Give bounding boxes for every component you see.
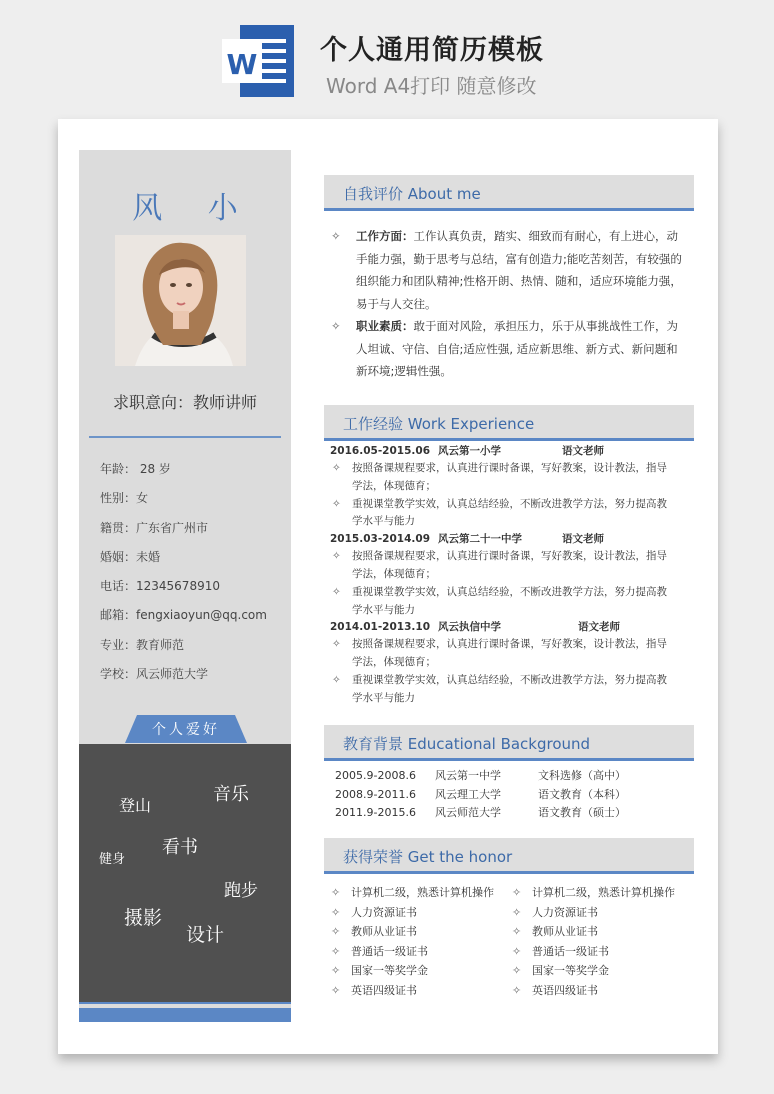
job-role: 语文老师	[562, 533, 604, 546]
job-bullet-line: 学法，体现德育；	[352, 656, 436, 669]
job-entry	[330, 619, 690, 707]
diamond-bullet-icon: ✧	[332, 585, 341, 598]
sidebar-bottom-bar	[79, 1008, 291, 1022]
about-item-label: 工作方面：	[356, 229, 414, 243]
job-head	[330, 619, 690, 636]
job-bullet-line: 按照备课规程要求，认真进行课时备课，写好教案，设计教法，指导	[352, 550, 667, 563]
profile-photo	[115, 235, 246, 366]
diamond-bullet-icon: ✧	[331, 229, 341, 243]
honor-item-text: 人力资源证书	[532, 905, 598, 919]
diamond-bullet-icon: ✧	[512, 925, 522, 938]
info-school: 学校：风云师范大学	[100, 667, 209, 682]
edu-period: 2005.9-2008.6	[335, 769, 416, 782]
honor-header	[324, 838, 694, 874]
diamond-bullet-icon: ✧	[332, 462, 341, 474]
job-bullet-line: 学水平与能力	[352, 691, 415, 704]
honor-item	[329, 903, 494, 923]
hobby-fitness: 健身	[99, 852, 126, 867]
sidebar-bottom-line	[79, 1002, 291, 1004]
job-period: 2016.05-2015.06	[330, 445, 431, 457]
diamond-bullet-icon: ✧	[331, 886, 341, 899]
diamond-bullet-icon: ✧	[512, 886, 522, 899]
hobby-design: 设计	[186, 924, 225, 946]
job-bullet	[330, 584, 690, 620]
about-item-line: 手能力强，勤于思考与总结，富有创造力;能吃苦刻苦，有较强的	[356, 251, 682, 266]
hobby-running: 跑步	[224, 881, 258, 901]
job-period: 2014.01-2013.10	[330, 621, 431, 634]
education-header	[324, 725, 694, 761]
edu-school: 风云理工大学	[435, 787, 501, 801]
job-bullet-line: 学法，体现德育；	[352, 479, 436, 492]
job-school: 风云第二十一中学	[438, 533, 522, 546]
honor-item	[510, 981, 675, 1001]
diamond-bullet-icon: ✧	[512, 983, 522, 997]
honor-item-text: 教师从业证书	[532, 925, 598, 938]
diamond-bullet-icon: ✧	[331, 905, 341, 919]
honor-item	[329, 961, 494, 981]
hobby-photography: 摄影	[124, 907, 163, 929]
about-title: 自我评价 About me	[343, 185, 481, 203]
about-item	[331, 315, 683, 383]
banner-subtitle: Word A4打印 随意修改	[326, 74, 537, 98]
word-icon-letter: W	[226, 48, 258, 81]
sidebar	[79, 150, 291, 1022]
about-item-line: 新环境;逻辑性强。	[356, 364, 452, 378]
honor-item	[510, 942, 675, 962]
edu-degree: 文科选修（高中）	[538, 769, 626, 782]
education-row	[335, 804, 675, 823]
hobby-reading: 看书	[162, 837, 198, 858]
honor-item-text: 人力资源证书	[351, 905, 417, 919]
diamond-bullet-icon: ✧	[331, 319, 341, 333]
job-bullet-line: 重视课堂教学实效，认真总结经验，不断改进教学方法，努力提高教	[352, 673, 667, 686]
job-bullet-line: 学法，体现德育；	[352, 567, 436, 580]
hobby-label: 个人爱好	[152, 722, 220, 738]
work-title: 工作经验 Work Experience	[343, 415, 535, 433]
diamond-bullet-icon: ✧	[512, 905, 522, 919]
about-item-line: 敢于面对风险，承担压力，乐于从事挑战性工作，为	[413, 319, 678, 333]
about-header	[324, 175, 694, 211]
info-hometown: 籍贯：广东省广州市	[100, 520, 209, 535]
job-head	[330, 443, 690, 460]
work-header	[324, 405, 694, 441]
honor-item	[329, 942, 494, 962]
work-list	[330, 443, 690, 708]
about-item	[331, 225, 683, 315]
info-email: 邮箱：fengxiaoyun@qq.com	[100, 608, 267, 623]
info-phone: 电话：12345678910	[100, 579, 220, 594]
about-item-line: 工作认真负责，踏实、细致而有耐心，有上进心，动	[413, 229, 678, 243]
honor-item-text: 普通话一级证书	[351, 944, 428, 958]
job-bullet	[330, 672, 690, 708]
diamond-bullet-icon: ✧	[512, 964, 522, 977]
honor-item-text: 国家一等奖学金	[351, 964, 428, 977]
education-row	[335, 767, 675, 786]
job-bullet-line: 按照备课规程要求，认真进行课时备课，写好教案，设计教法，指导	[352, 638, 667, 651]
honor-item	[510, 961, 675, 981]
info-marital: 婚姻：未婚	[100, 549, 161, 564]
job-bullet	[330, 460, 690, 496]
diamond-bullet-icon: ✧	[331, 944, 341, 958]
personal-info	[100, 461, 267, 695]
education-row	[335, 786, 675, 805]
diamond-bullet-icon: ✧	[331, 983, 341, 997]
job-role: 语文老师	[578, 621, 620, 634]
hobby-hiking: 登山	[119, 796, 152, 815]
diamond-bullet-icon: ✧	[332, 638, 341, 651]
job-school: 风云第一小学	[438, 445, 501, 457]
diamond-bullet-icon: ✧	[512, 944, 522, 958]
about-item-line: 人坦诚、守信、自信;适应性强, 适应新思维、新方式、新问题和	[356, 341, 678, 356]
resume-page	[58, 119, 718, 1054]
honor-item-text: 国家一等奖学金	[532, 964, 609, 977]
honor-item-text: 计算机二级，熟悉计算机操作	[351, 886, 494, 899]
job-role: 语文老师	[562, 445, 604, 457]
diamond-bullet-icon: ✧	[332, 550, 341, 563]
edu-period: 2011.9-2015.6	[335, 806, 416, 820]
sidebar-divider	[89, 436, 281, 438]
diamond-bullet-icon: ✧	[332, 673, 341, 686]
banner-title: 个人通用简历模板	[320, 35, 544, 66]
info-age: 年龄： 28 岁	[100, 462, 171, 476]
job-period: 2015.03-2014.09	[330, 533, 431, 546]
about-body	[331, 225, 683, 383]
info-major: 专业：教育师范	[100, 637, 185, 652]
edu-degree: 语文教育（本科）	[538, 787, 626, 801]
diamond-bullet-icon: ✧	[332, 497, 341, 510]
edu-school: 风云第一中学	[435, 769, 501, 782]
edu-school: 风云师范大学	[435, 806, 501, 820]
honor-item-text: 普通话一级证书	[532, 944, 609, 958]
hobby-cloud	[79, 744, 291, 1002]
job-bullet-line: 学水平与能力	[352, 515, 415, 528]
honor-item	[510, 883, 675, 903]
honor-item-text: 英语四级证书	[532, 983, 598, 997]
about-item-line: 易于与人交往。	[356, 296, 437, 311]
honor-item	[510, 922, 675, 942]
job-intent: 求职意向：教师讲师	[112, 393, 257, 412]
about-item-line: 组织能力和团队精神;性格开朗、热情、随和，适应环境能力强，	[356, 274, 682, 288]
honor-item	[329, 883, 494, 903]
job-school: 风云执信中学	[438, 621, 501, 634]
honor-title: 获得荣誉 Get the honor	[343, 848, 513, 866]
job-bullet-line: 重视课堂教学实效，认真总结经验，不断改进教学方法，努力提高教	[352, 585, 667, 598]
edu-degree: 语文教育（硕士）	[538, 806, 626, 820]
banner	[0, 0, 774, 110]
job-entry	[330, 443, 690, 531]
honor-list-right	[510, 883, 675, 1000]
honor-item-text: 英语四级证书	[351, 983, 417, 997]
job-head	[330, 531, 690, 548]
job-bullet	[330, 496, 690, 532]
word-doc-icon	[222, 25, 294, 97]
diamond-bullet-icon: ✧	[331, 964, 341, 977]
job-bullet	[330, 548, 690, 584]
education-title: 教育背景 Educational Background	[343, 735, 591, 753]
hobby-music: 音乐	[213, 784, 249, 805]
edu-period: 2008.9-2011.6	[335, 787, 416, 801]
job-bullet-line: 按照备课规程要求，认真进行课时备课，写好教案，设计教法，指导	[352, 462, 667, 474]
education-list	[335, 767, 675, 823]
honor-list-left	[329, 883, 494, 1000]
honor-item	[329, 981, 494, 1001]
honor-item	[510, 903, 675, 923]
info-gender: 性别：女	[100, 491, 149, 506]
job-bullet-line: 学水平与能力	[352, 603, 415, 616]
job-bullet	[330, 636, 690, 672]
about-item-label: 职业素质：	[356, 319, 414, 333]
honor-item	[329, 922, 494, 942]
honor-item-text: 计算机二级，熟悉计算机操作	[532, 886, 675, 899]
honor-item-text: 教师从业证书	[351, 925, 417, 938]
job-entry	[330, 531, 690, 619]
job-bullet-line: 重视课堂教学实效，认真总结经验，不断改进教学方法，努力提高教	[352, 497, 667, 510]
profile-name: 风 小	[132, 191, 256, 226]
diamond-bullet-icon: ✧	[331, 925, 341, 938]
